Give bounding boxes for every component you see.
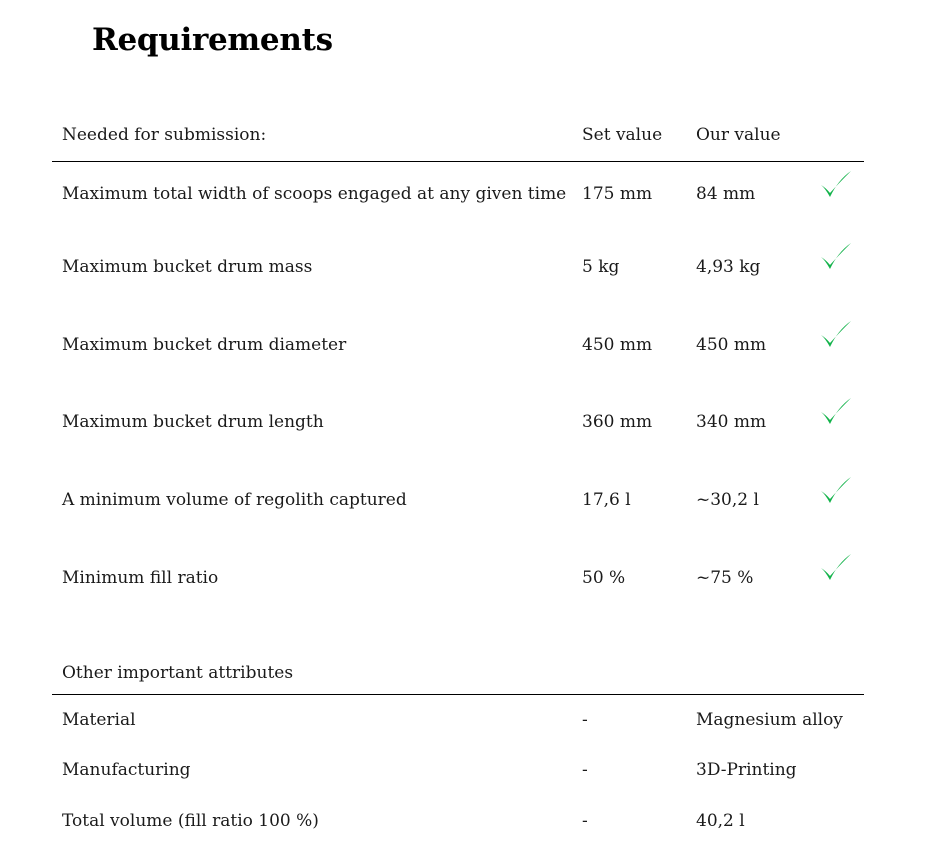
checkmark-icon — [818, 551, 854, 585]
requirement-our-value: 4,93 kg — [696, 257, 761, 277]
checkmark-icon — [818, 318, 854, 352]
checkmark-icon — [818, 240, 854, 274]
requirement-our-value: 450 mm — [696, 335, 767, 355]
requirement-set-value: 17,6 l — [582, 490, 631, 510]
checkmark-icon — [818, 474, 854, 508]
requirement-set-value: 360 mm — [582, 412, 653, 432]
requirement-our-value: 340 mm — [696, 412, 767, 432]
requirement-label: Maximum bucket drum diameter — [62, 335, 347, 355]
submission-header-divider — [52, 161, 864, 162]
attribute-set-value: - — [582, 760, 588, 780]
page-title: Requirements — [92, 22, 333, 58]
checkmark-icon — [818, 395, 854, 429]
set-value-header: Set value — [582, 125, 663, 145]
requirement-set-value: 50 % — [582, 568, 626, 588]
submission-header-label: Needed for submission: — [62, 125, 267, 145]
attribute-label: Material — [62, 710, 136, 730]
attribute-our-value: 3D-Printing — [696, 760, 797, 780]
requirement-label: Minimum fill ratio — [62, 568, 219, 588]
attribute-label: Total volume (fill ratio 100 %) — [62, 811, 319, 831]
attribute-our-value: 40,2 l — [696, 811, 745, 831]
attribute-set-value: - — [582, 710, 588, 730]
requirement-label: Maximum bucket drum length — [62, 412, 324, 432]
requirement-label: Maximum total width of scoops engaged at any given time — [62, 184, 567, 204]
other-attributes-header: Other important attributes — [62, 663, 294, 683]
our-value-header: Our value — [696, 125, 781, 145]
requirement-label: Maximum bucket drum mass — [62, 257, 313, 277]
attribute-our-value: Magnesium alloy — [696, 710, 843, 730]
requirement-our-value: ~75 % — [696, 568, 754, 588]
requirement-our-value: 84 mm — [696, 184, 756, 204]
checkmark-icon — [818, 168, 854, 202]
attribute-set-value: - — [582, 811, 588, 831]
requirement-our-value: ~30,2 l — [696, 490, 759, 510]
requirement-label: A minimum volume of regolith captured — [62, 490, 407, 510]
requirement-set-value: 450 mm — [582, 335, 653, 355]
requirement-set-value: 5 kg — [582, 257, 620, 277]
attribute-label: Manufacturing — [62, 760, 191, 780]
requirement-set-value: 175 mm — [582, 184, 653, 204]
other-attributes-divider — [52, 694, 864, 695]
